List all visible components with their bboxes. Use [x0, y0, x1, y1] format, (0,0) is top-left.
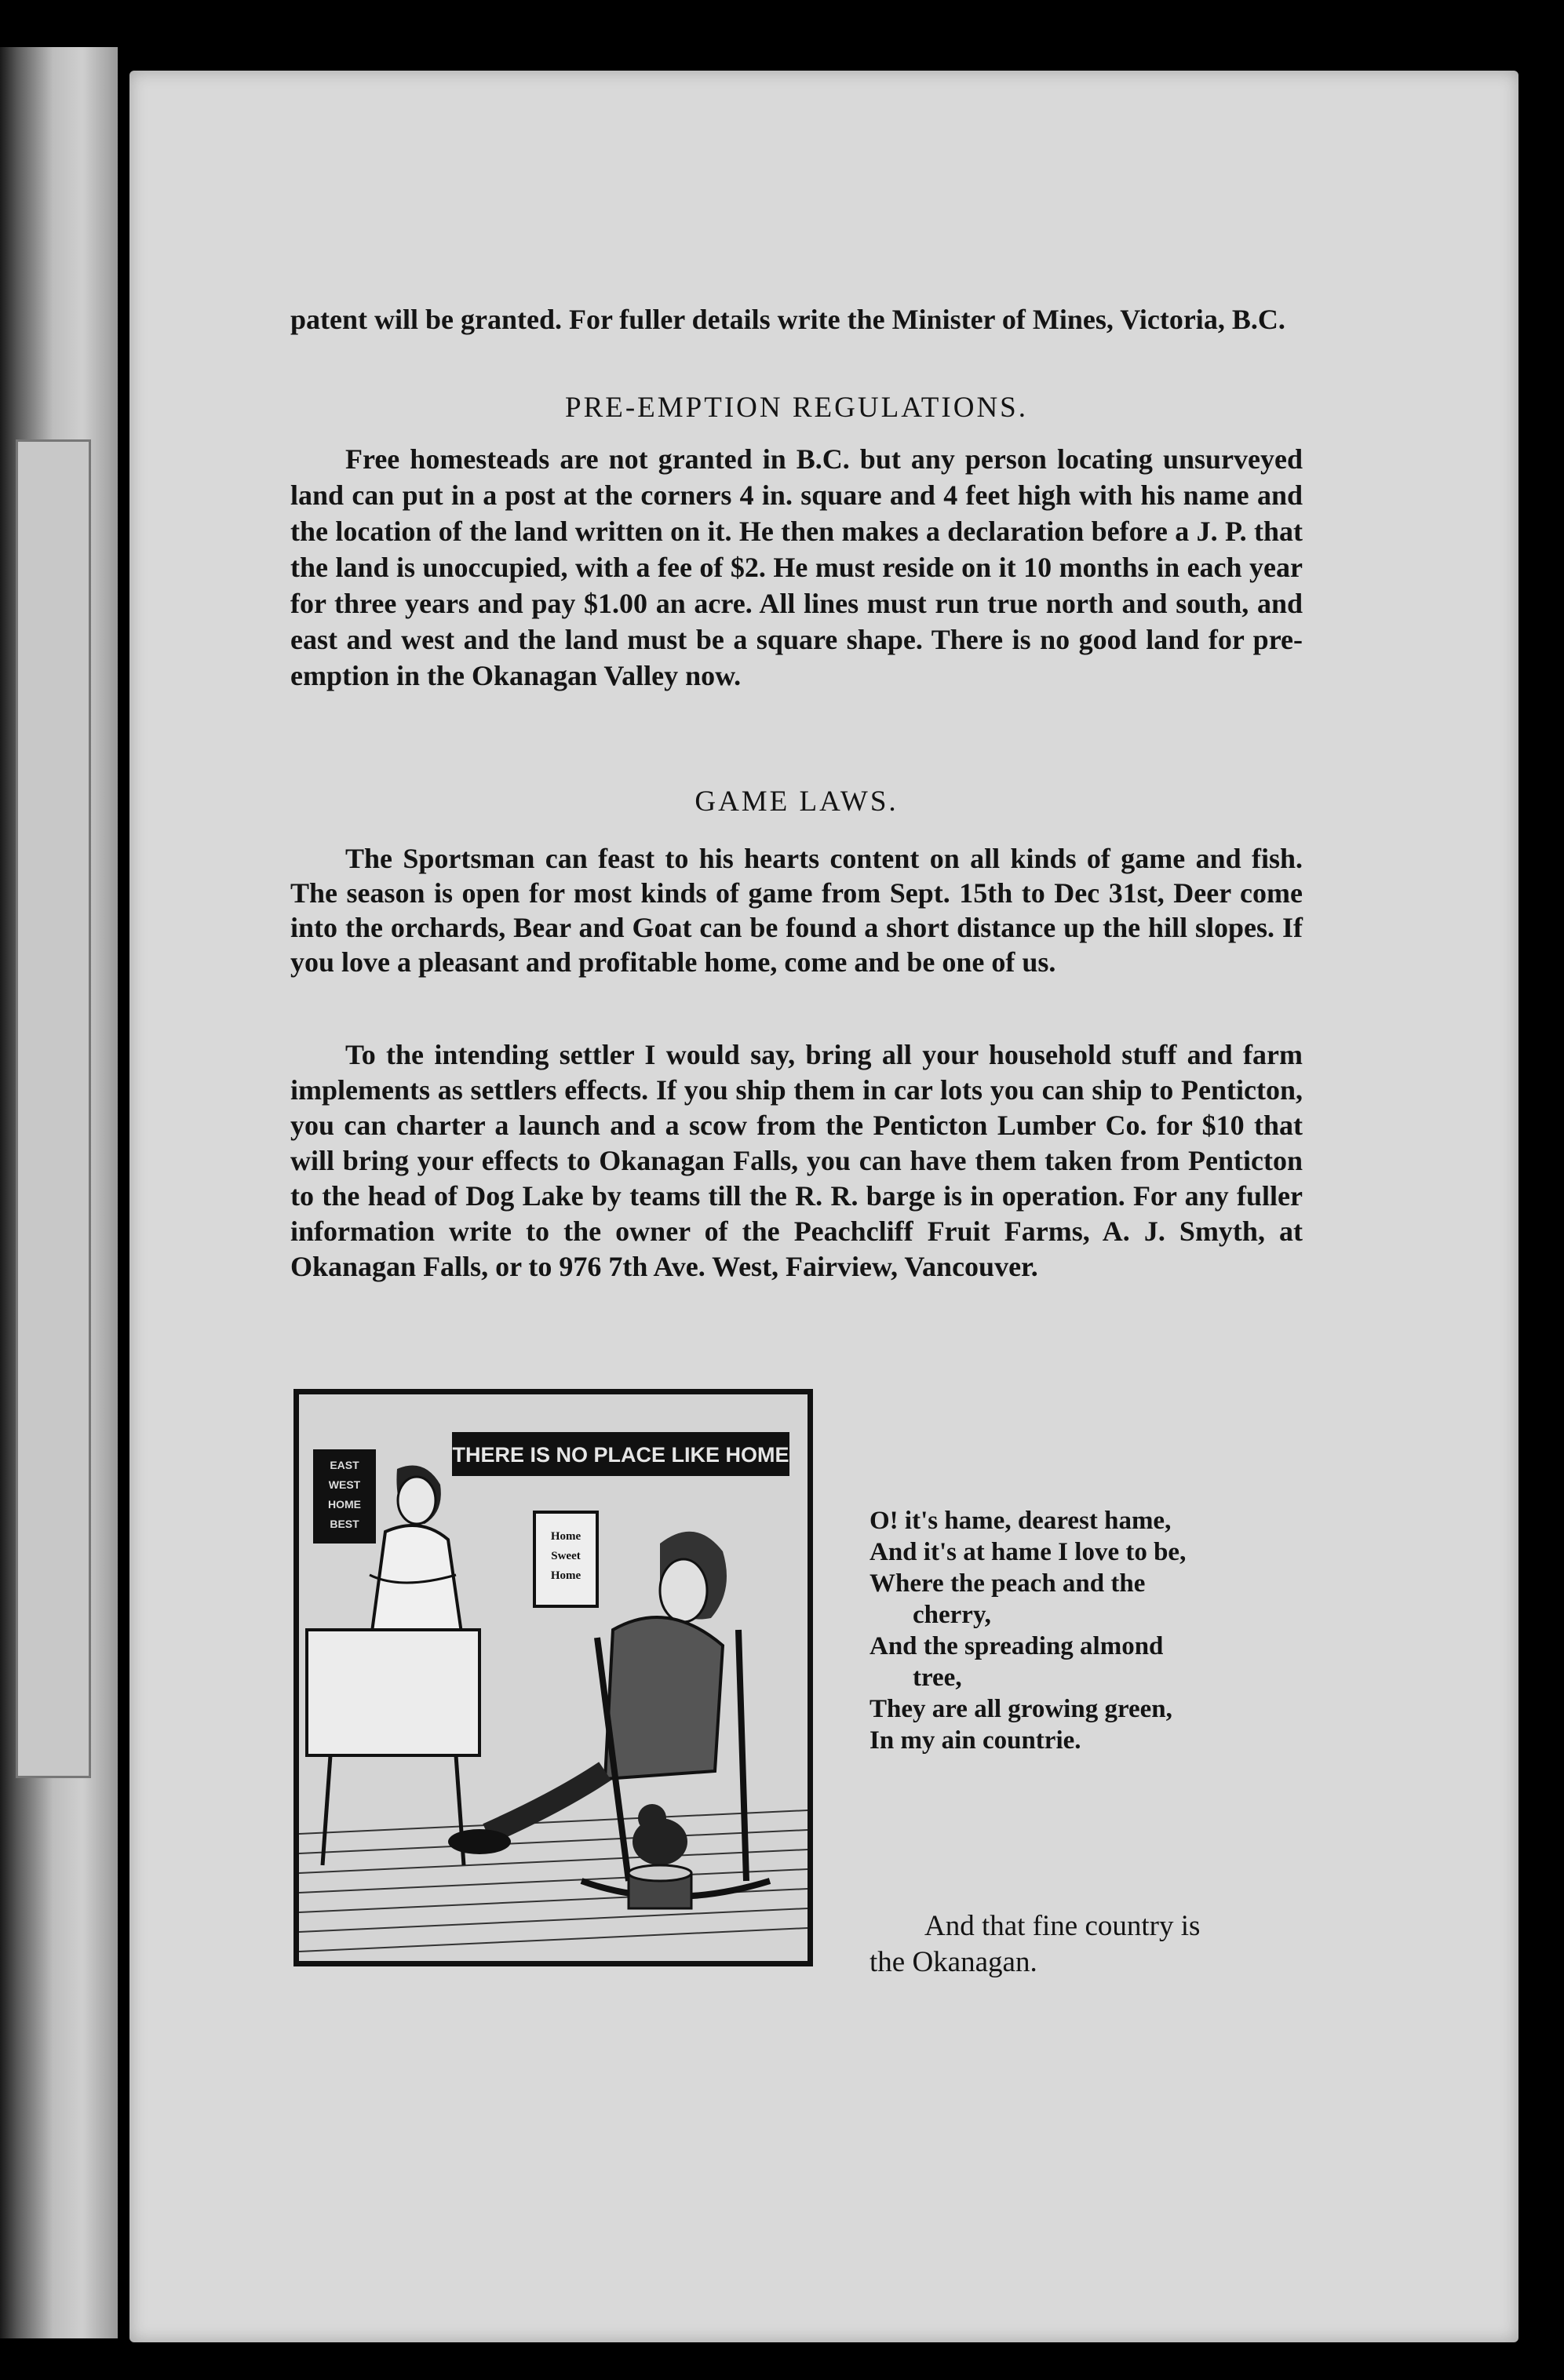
wall-sign-left-line-4: BEST: [330, 1518, 359, 1530]
wall-sign-right-line-1: Home: [550, 1530, 581, 1543]
game-laws-heading: GAME LAWS.: [695, 785, 899, 818]
poem-line-8: In my ain countrie.: [869, 1726, 1081, 1755]
preemption-body: Free homesteads are not granted in B.C. but any person locating unsurveyed land can put in a post at the corners 4 in. square and 4 feet high with his name and the location of the land written on it. He then makes a declaration before a J. P. that the land is unoccupied, with a fee of $2. He must reside on it 10 months in each year for three years and pay $1.00 an acre. All lines must run true north and south, and east and west and the land must be a square shape. There is no good land for pre-emption in the Okanagan Valley now.: [290, 443, 1303, 691]
top-paragraph: patent will be granted. For fuller details write the Minister of Mines, Victoria, B.C.: [290, 304, 1285, 335]
game-laws-body: The Sportsman can feast to his hearts content on all kinds of game and fish. The season is open for most kinds of game from Sept. 15th to Dec 31st, Deer come into the orchards, Bear and Goat can be found a short distance up the hill slopes. If you love a pleasant and profitable home, come and be one of us.: [290, 843, 1303, 978]
poem-line-4: cherry,: [913, 1601, 991, 1629]
poem-line-5: And the spreading almond: [869, 1632, 1164, 1660]
poem-line-7: They are all growing green,: [869, 1695, 1172, 1723]
wall-sign-left-line-2: WEST: [328, 1478, 361, 1491]
poem: [869, 1505, 1309, 1756]
cartoon-illustration: [293, 1389, 813, 1966]
closing-line-2: the Okanagan.: [869, 1946, 1037, 1978]
cartoon-drawing: [299, 1394, 808, 1961]
drum: [629, 1865, 691, 1908]
poem-line-3: Where the peach and the: [869, 1569, 1146, 1598]
closing-line-1: And that fine country is: [924, 1910, 1201, 1942]
poem-line-6: tree,: [913, 1664, 962, 1692]
adjacent-page-edge: [0, 47, 118, 2338]
poem-line-1: O! it's hame, dearest hame,: [869, 1507, 1172, 1535]
preemption-heading: PRE-EMPTION REGULATIONS.: [565, 392, 1028, 424]
closing-text: [869, 1908, 1309, 1981]
adjacent-page-strip: [16, 439, 91, 1778]
wall-sign-left-line-3: HOME: [328, 1498, 361, 1511]
banner-text: THERE IS NO PLACE LIKE HOME: [452, 1443, 789, 1467]
poem-line-2: And it's at hame I love to be,: [869, 1538, 1187, 1566]
wall-sign-right-line-2: Sweet: [551, 1550, 581, 1562]
settler-paragraph: To the intending settler I would say, bring all your household stuff and farm implements as settlers effects. If you ship them in car lots you can ship to Penticton, you can charter a launch and a scow from the Penticton Lumber Co. for $10 that will bring your effects to Okanagan Falls, you can have them taken from Penticton to the head of Dog Lake by teams till the R. R. barge is in operation. For any fuller information write to the owner of the Peachcliff Fruit Farms, A. J. Smyth, at Okanagan Falls, or to 976 7th Ave. West, Fairview, Vancouver.: [290, 1039, 1303, 1282]
wall-sign-right-line-3: Home: [550, 1569, 581, 1582]
wall-sign-left-line-1: EAST: [330, 1459, 359, 1471]
